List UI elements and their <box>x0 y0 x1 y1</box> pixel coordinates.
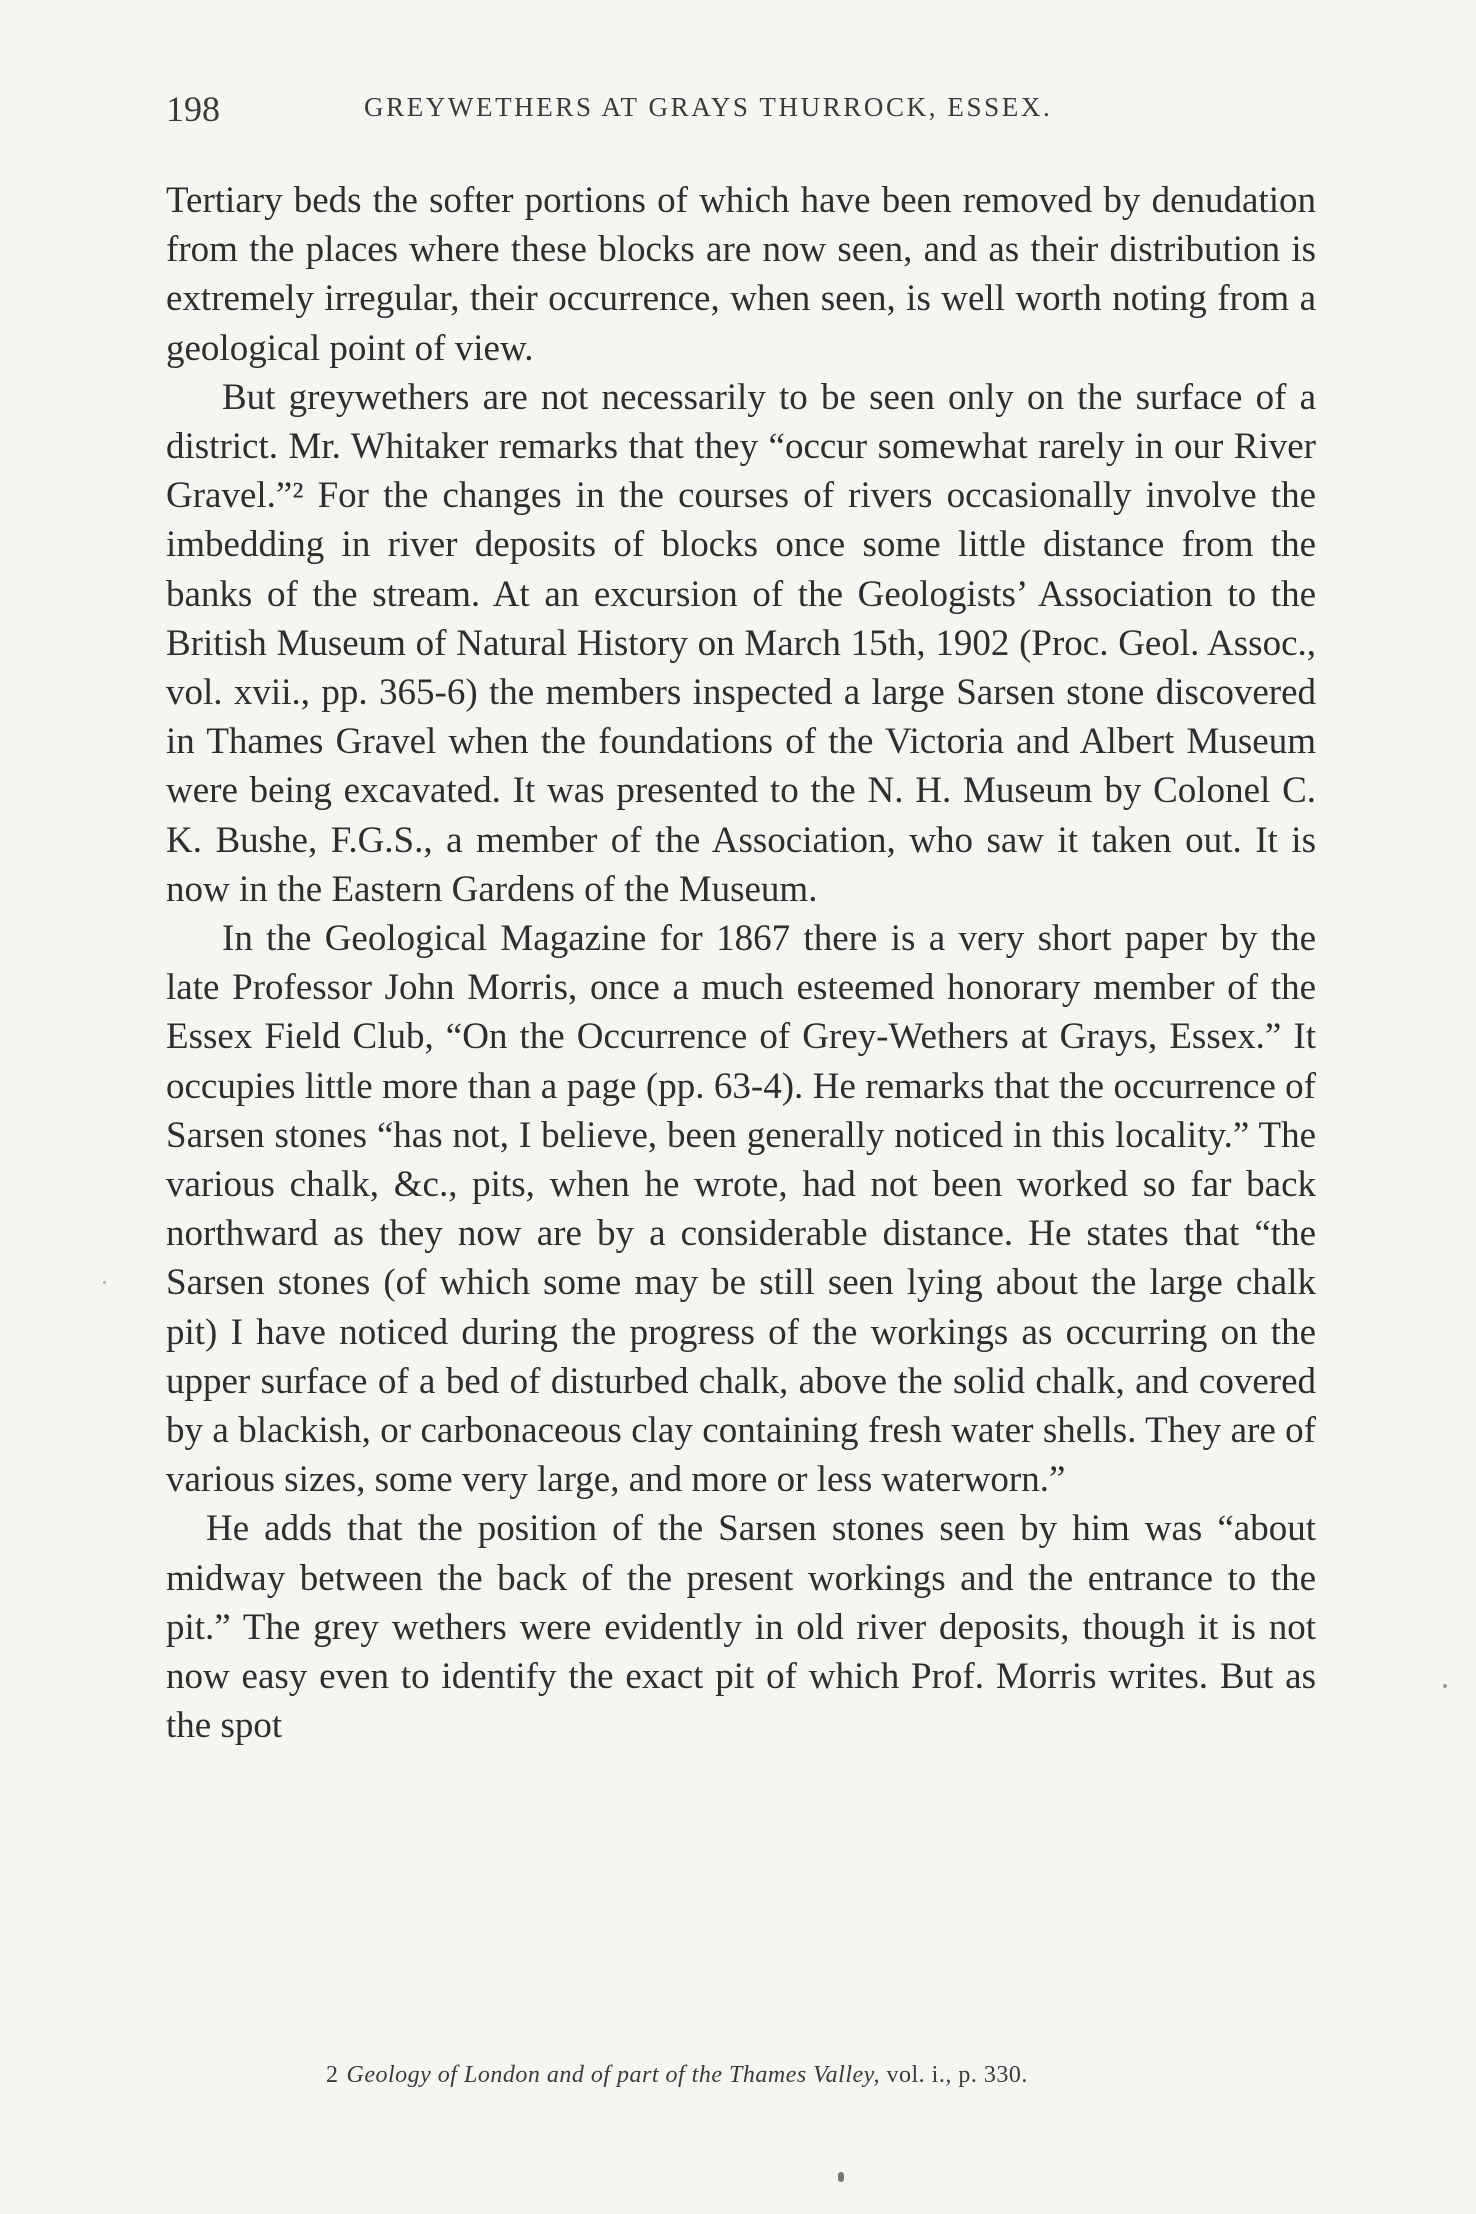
footnote-number: 2 <box>326 2062 339 2088</box>
paragraph-3: In the Geological Magazine for 1867 there is a very short paper by the late Professor John Morris, once a much esteemed honorary member of the Essex Field Club, “On the Occurrence of Grey-Wethers at Grays, Essex.” It occupies little more than a page (pp. 63-4). He remarks that the occurrence of Sarsen stones “has not, I believe, been generally noticed in this locality.” The various chalk, &c., pits, when he wrote, had not been worked so far back northward as they now are by a considerable distance. He states that “the Sarsen stones (of which some may be still seen lying about the large chalk pit) I have noticed during the progress of the workings as occurring on the upper surface of a bed of disturbed chalk, above the solid chalk, and covered by a blackish, or carbonaceous clay containing fresh water shells. They are of various sizes, some very large, and more or less waterworn.” <box>166 918 1316 1501</box>
running-title: GREYWETHERS AT GRAYS THURROCK, ESSEX. <box>364 92 1053 122</box>
footnote-text: Geology of London and of part of the Thames Valley, <box>346 2062 880 2088</box>
paragraph-1: Tertiary beds the softer portions of which have been removed by denudation from the places where these blocks are now seen, and as their distribution is extremely irregular, their occurrence, when seen, is well worth noting from a geological point of view. <box>166 180 1316 369</box>
footnote-tail: vol. i., p. 330. <box>886 2062 1028 2088</box>
paragraph-4: He adds that the position of the Sarsen stones seen by him was “about midway between the back of the present workings and the entrance to the pit.” The grey wethers were evidently in old river deposits, though it is not now easy even to identify the exact pit of which Prof. Morris writes. But as the spot <box>166 1508 1316 1747</box>
ink-speck <box>103 1281 106 1284</box>
running-head <box>166 88 1316 138</box>
ink-speck <box>838 2172 844 2182</box>
body-text <box>166 176 1316 1751</box>
ink-speck <box>1443 1684 1447 1688</box>
page-number: 198 <box>166 89 220 129</box>
paragraph-2: But greywethers are not necessarily to be seen only on the surface of a district. Mr. Whitaker remarks that they “occur somewhat rarely in our River Gravel.”² For the changes in the courses of rivers occasionally involve the imbedding in river deposits of blocks once some little distance from the banks of the stream. At an excursion of the Geologists’ Association to the British Museum of Natural History on March 15th, 1902 (Proc. Geol. Assoc., vol. xvii., pp. 365-6) the members inspected a large Sarsen stone discovered in Thames Gravel when the foundations of the Victoria and Albert Museum were being excavated. It was presented to the N. H. Museum by Colonel C. K. Bushe, F.G.S., a member of the Association, who saw it taken out. It is now in the Eastern Gardens of the Museum. <box>166 376 1316 910</box>
footnote <box>326 2062 1226 2089</box>
